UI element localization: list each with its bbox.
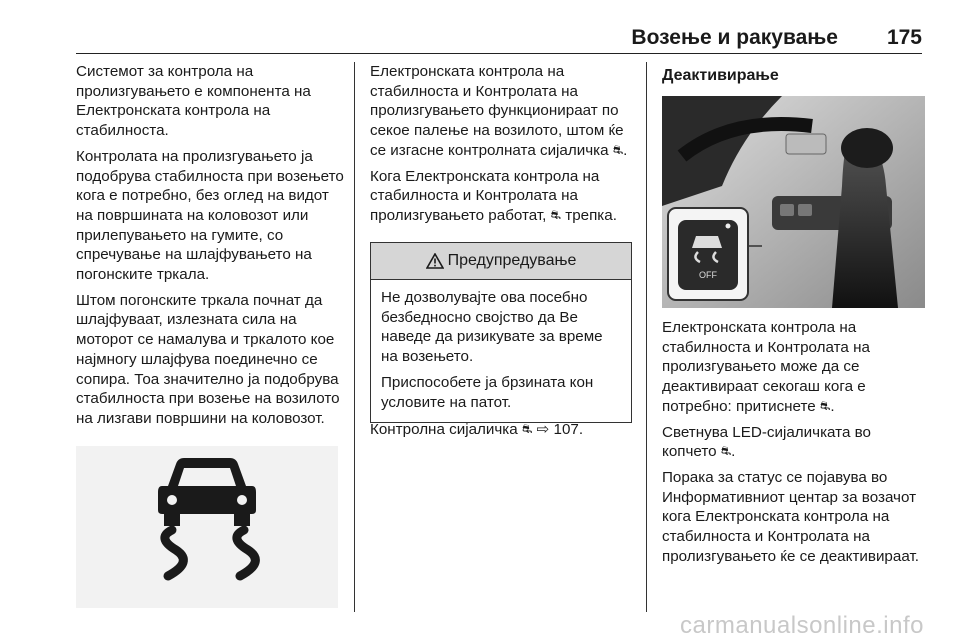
warning-header bbox=[371, 243, 631, 280]
watermark: carmanualsonline.info bbox=[680, 612, 924, 639]
column-divider bbox=[646, 62, 647, 612]
illustration-box bbox=[76, 446, 338, 608]
warning-body bbox=[371, 280, 631, 422]
column-divider bbox=[354, 62, 355, 612]
paragraph: Кога Електронската контрола на стабилноста и Контролата на пролизгувањето работат, ⛐ трепка. bbox=[370, 167, 617, 224]
paragraph: Системот за контрола на пролизгувањето е компонента на Електронската контрола на стабилноста. bbox=[76, 63, 311, 140]
page-number: 175 bbox=[886, 26, 922, 49]
column-2 bbox=[370, 62, 634, 232]
paragraph: Светнува LED-сијаличката во копчето ⛐. bbox=[662, 423, 871, 461]
column-1 bbox=[76, 62, 348, 435]
traction-control-icon bbox=[76, 446, 338, 608]
paragraph: Контролата на пролизгувањето ја подобрува стабилноста при возењето кога е потребно, без оглед на видот на површината на коловозот или прилепувањето на гумите, со спречување на шлајфувањето на погонските тркала. bbox=[76, 147, 344, 284]
page-header bbox=[600, 22, 922, 56]
paragraph: Штом погонските тркала почнат да шлајфуваат, излезната сила на моторот се намалува и тркалото кое најмногу шлајфува поединечно се сопира. Тоа значително ја подобрува стабилноста при возење на возилото на лизгави површини на коловозот. bbox=[76, 291, 340, 427]
column-3-text bbox=[662, 318, 924, 572]
warning-box bbox=[370, 242, 632, 423]
car-skid-icon: ⛐ bbox=[550, 207, 561, 222]
paragraph: Електронската контрола на стабилноста и Контролата на пролизгувањето функционираат по секое палење на возилото, штом ќе се изгасне контролната сијаличка ⛐. bbox=[370, 63, 628, 159]
car-skid-off-icon: ⛐ bbox=[720, 444, 732, 459]
paragraph: Порака за статус се појавува во Информативниот центар за возачот кога Електронската контрола на стабилноста и Контролата на пролизгувањето ќе се деактивираат. bbox=[662, 468, 919, 565]
car-skid-off-icon: ⛐ bbox=[819, 398, 831, 413]
car-skid-icon: ⛐ bbox=[521, 422, 533, 436]
column-3 bbox=[662, 62, 924, 94]
section-title: Возење и ракување bbox=[631, 26, 838, 49]
car-skid-icon: ⛐ bbox=[612, 142, 624, 157]
indicator-reference: Контролна сијаличка ⛐ ⇨ 107. bbox=[370, 421, 584, 438]
paragraph: Приспособете ја брзината кон условите на патот. bbox=[381, 373, 594, 411]
section-heading: Деактивирање bbox=[662, 67, 779, 84]
page-ref-arrow-icon: ⇨ bbox=[536, 421, 550, 438]
paragraph: Не дозволувајте ова посебно безбедносно својство да Ве наведе да ризикувате за време на возењето. bbox=[381, 289, 603, 366]
paragraph: Електронската контрола на стабилноста и Контролата на пролизгувањето може да се деактивираат секогаш кога е потребно: притиснете ⛐. bbox=[662, 319, 870, 415]
off-label: OFF bbox=[699, 270, 717, 280]
console-photo bbox=[662, 96, 925, 308]
warning-title: Предупредување bbox=[447, 252, 577, 269]
warning-triangle-icon bbox=[426, 253, 444, 269]
page-reference: 107. bbox=[553, 421, 584, 438]
header-rule bbox=[76, 53, 922, 54]
